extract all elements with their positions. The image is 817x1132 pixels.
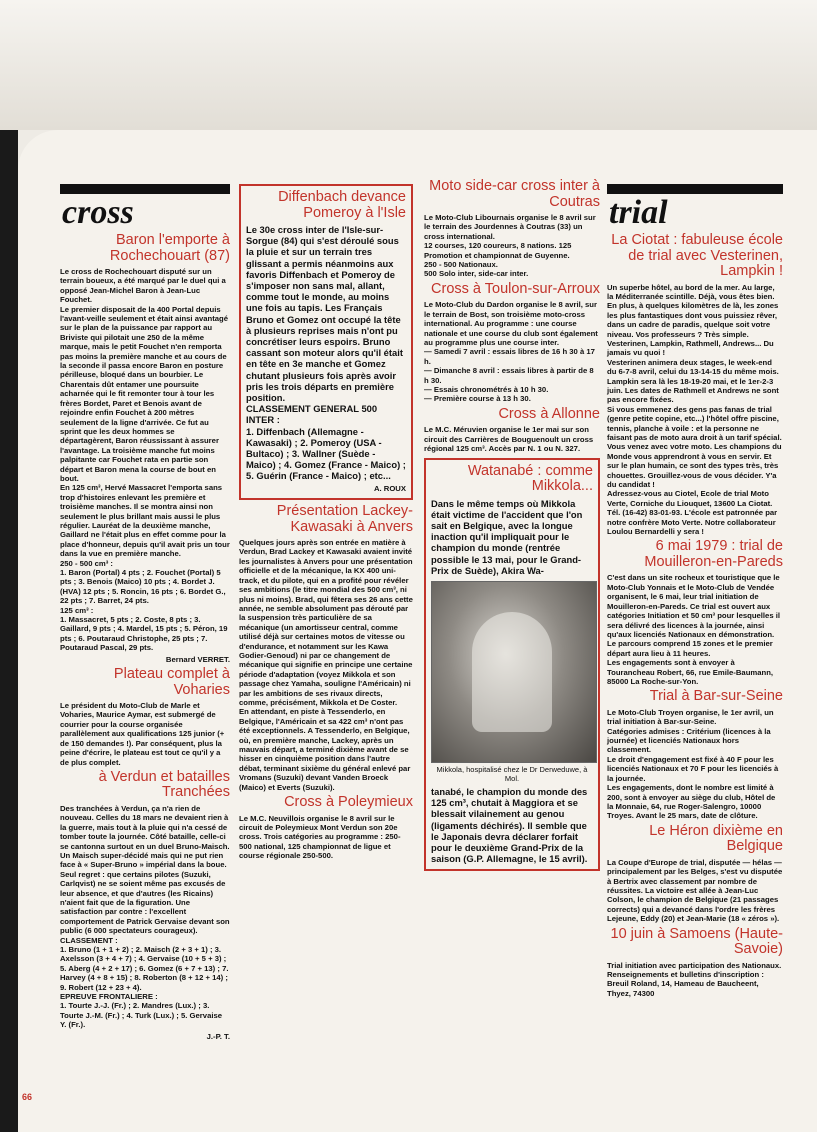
paragraph: Quelques jours après son entrée en matière à Verdun, Brad Lackey et Kawasaki avaient invité les journalistes à Anvers pour une présentation officielle et de la mécanique, la KX 400 uni-track, et du pilote, qui en a profité pour révéler ses ambitions (le titre mondial des 500 cm³, ni plus ni moins). Brad, qui fêtera ses 26 ans cette année, ne semble absolument pas dérouté par la suspension très particulière de sa mécanique (un amortisseur central, comme utilisé déjà sur certaines motos de vitesse ou d'endurance, et notamment sur les Kawa Godier-Genoud) ni par ce changement de mécanique qui signifie en principe une certaine période d'adaptation (voyez Mikkola et son passage chez Yamaha, souligne l'Américain) ni par les ambitions de ses rivaux directs, comme, précisément, Mikkola et De Coster. [239,538,413,707]
paragraph: 1. Bruno (1 + 1 + 2) ; 2. Maisch (2 + 3 + 1) ; 3. Axelsson (3 + 4 + 7) ; 4. Gervaise (10 + 5 + 3) ; 5. Aberg (4 + 2 + 17) ; 6. Gomez (6 + 7 + 13) ; 7. Harvey (4 + 8 + 15) ; 8. Roberton (8 + 12 + 14) ; 9. Robert (12 + 23 + 4). [60,945,229,992]
paragraph: CLASSEMENT : [60,935,118,945]
article-verdun [60,770,230,1041]
article-title: Baron l'emporte à Rochechouart (87) [109,232,230,264]
paragraph: 12 courses, 120 coureurs, 8 nations. 125 Promotion et championnat de Guyenne. [424,241,572,260]
article-title: Cross à Allonne [498,405,600,422]
paragraph: Si vous emmenez des gens pas fanas de trial (genre petite copine, etc...) l'hôtel offre piscine, tennis, planche à voile : et la personne ne faisant pas de moto aura droit à un tarif spécial. [607,404,782,442]
article-allonne [424,407,600,454]
paragraph: Le 30e cross inter de l'Isle-sur-Sorgue (84) qui s'est déroulé sous la pluie et sur un terrain tres glissant a permis néanmoins aux favoris Diffenbach et Pomeroy de s'imposer non sans mal, allant, comme tout le monde, au moins une fois au tapis. Les Français Bruno et Gomez ont occupé la tête à plusieurs reprises mais n'ont pu concrétiser leurs espoirs. Bruno cassant son moteur alors qu'il était en tête en 3e manche et Gomez chutant plusieurs fois après avoir pris les trois départs en première position. [246,224,403,404]
article-title: Trial à Bar-sur-Seine [649,688,783,705]
article-body [431,498,593,576]
article-title: Le Héron dixième en Belgique [649,822,783,855]
paragraph: 250 - 500 cm³ : [60,558,113,568]
paragraph: 1. Massacret, 5 pts ; 2. Coste, 8 pts ; 3. Gaillard, 9 pts ; 4. Mardel, 15 pts ; 5. Péron, 19 pts ; 6. Poutaraud Christophe, 25 pts ; 7. Poutaraud Pascal, 29 pts. [60,615,228,653]
paragraph: Le M.C. Méruvien organise le 1er mai sur son circuit des Carrières de Bouguenoult un cross régional 125 cm³. Accès par N. 1 ou N. 327. [424,425,594,454]
column-4 [607,184,783,998]
page-number: 66 [22,1092,33,1102]
signature: A. ROUX [373,483,406,493]
article-lackey [239,504,413,792]
article-title: Diffenbach devance Pomeroy à l'Isle [278,189,406,221]
article-rochechouart [60,233,230,664]
article-poleymieux [239,795,413,861]
article-body [246,224,406,482]
article-la-ciotat [607,233,783,536]
article-voharies [60,667,230,767]
article-toulon [424,282,600,404]
article-body [607,858,783,924]
article-mouilleron [607,539,783,686]
paragraph: EPREUVE FRONTALIERE : [60,992,158,1002]
paragraph: Le cross de Rochechouart disputé sur un terrain boueux, a été marqué par le duel qui a opposé Jean-Michel Baron à Jean-Luc Fouchet. [60,267,226,305]
binding-shadow [0,130,18,1132]
classement: 1. Diffenbach (Allemagne - Kawasaki) ; 2. Pomeroy (USA - Bultaco) ; 3. Wallner (Suède - Maico) ; 4. Gomez (France - Maico) ; 5. Guérin (France - Maico) ; etc... [246,425,406,482]
article-bar-sur-seine [607,689,783,820]
column-3 [424,176,600,871]
article-body [60,804,230,1030]
paragraph: Adressez-vous au Ciotel, Ecole de trial Moto Verte, Corniche du Liouquet, 13600 La Ciotat. Tél. (16-42) 83-01-93. L'école est patronnée par notre confrère Moto Verte. Notre collaborateur Loulou Bernardelli y sera ! [607,489,778,537]
paragraph: En plus, à quelques kilomètres de là, les zones les plus fantastiques dont vous puissiez rêver, dans un cadre de paradis, quelque soit votre niveau. Vos professeurs ? Très simple. Vesterinen, Lampkin, Rathmell, Andrews... Du jamais vu quoi ! [607,301,779,358]
paragraph: — Samedi 7 avril : essais libres de 16 h 30 à 17 h. [424,347,595,366]
article-body [424,425,600,453]
paragraph: Le droit d'engagement est fixé à 40 F pour les licenciés Nationaux et 70 F pour les licenciés à la journée. [607,754,779,783]
section-title-cross: cross [62,194,134,231]
paragraph: Le Moto-Club Troyen organise, le 1er avril, un trial initiation à Bar-sur-Seine. [607,707,774,727]
paragraph: 250 - 500 Nationaux. [424,260,498,270]
photo-caption: Mikkola, hospitalisé chez le Dr Derweduwe, à Mol. [436,764,588,783]
paragraph: Vous venez avec votre moto. Les champions du Monde vous apprendront à vous en servir. Et sur le plan humain, ce sont des types très, très chouettes. Grouillez-vous de vous décider. Y'a du candidat ! [607,442,782,490]
section-title-trial: trial [609,194,668,231]
paragraph: Dans le même temps où Mikkola était victime de l'accident que l'on sait en Belgique, avec la longue inaction qu'il impliquait pour le champion du monde (rentrée possible le 13 mai, pour le Grand-Prix de Suède), Akira Wa- [431,497,583,576]
photo-mikkola-hospital [431,581,597,763]
paragraph: tanabé, le champion du monde des 125 cm³, chutait à Maggiora et se blessait vilainement au genou (ligaments déchirés). Il semble que le Japonais devra déclarer forfait pour le deuxième Grand-Prix de la saison (G.P. Allemagne, le 15 avril). [431,785,588,865]
paragraph: Des tranchées à Verdun, ça n'a rien de nouveau. Celles du 18 mars ne devaient rien à la guerre, mais tout à la pluie qui n'a cessé de tomber toute la journée. Côté bataille, celle-ci se cantonna surtout en un duel Bruno-Maisch. Un Maisch super-décidé mais qui ne put rien face à « Super-Bruno » impérial dans la boue. Seul regret : que certains pilotes (Suzuki, Carlqvist) ne se soient même pas excusés de leur absence, et que d'autres (les Ricains) n'aient fait que de la figuration. Une satisfaction par contre : l'excellent comportement de Patrick Gervaise devant son public (6 000 spectateurs courageux). [60,803,230,936]
article-title: Cross à Toulon-sur-Arroux [431,280,600,297]
classement-title: CLASSEMENT GENERAL 500 INTER : [246,403,378,426]
article-body [60,701,230,767]
paragraph: Le premier disposait de la 400 Portal depuis l'avant-veille seulement et était ainsi avantagé sur le plan de la puissance par rapport au Briviste qui pilotait une 250 de la même marque, mais le petit Fouchet n'en remporta pas moins la première manche et au cours de la seconde il passa encore Baron en posture périlleuse, bloqué dans un bourbier. Le Charentais dût entamer une poursuite acharnée qui le fit remonter tour à tour les frères Bordet, Paret et Benois avant de rejoindre enfin Fouchet à 200 mètres seulement de la ligne d'arrivée. Ce fut au sprint que les deux hommes se départagèrent, Baron réussissant à assurer l'avantage. La troisième manche fut moins palpitante car Fouchet rata en partie son départ et Baron mena la course de bout en bout. [60,304,229,483]
article-title: Moto side-car cross inter à Coutras [429,178,600,210]
paragraph: En 125 cm³, Hervé Massacret l'emporta sans trop d'histoires enlevant les première et troisième manches. Il se montra ainsi non seulement le plus brillant mais aussi le plus régulier. Lauréat de la deuxième manche, Gaillard ne l'était plus en effet comme pour la place d'honneur, depuis qu'il avait pris un tour dans la vue en première manche. [60,483,230,559]
article-title: Watanabé : comme Mikkola... [467,462,593,495]
paragraph: 500 Solo inter, side-car inter. [424,269,529,279]
paragraph: 1. Baron (Portal) 4 pts ; 2. Fouchet (Portal) 5 pts ; 3. Benois (Maico) 10 pts ; 4. Bordet J. (HVA) 12 pts ; 5. Roncin, 16 pts ; 6. Bordet G., 22 pts ; 7. Barret, 24 pts. [60,568,226,606]
paragraph: 125 cm³ : [60,605,94,615]
paragraph: — Essais chronométrés à 10 h 30. [424,385,549,394]
boxed-article-diffenbach [239,184,413,500]
paragraph: Un superbe hôtel, au bord de la mer. Au large, la Méditerranée scintille. Déjà, vous êtes bien. [607,282,775,301]
article-body [424,300,600,403]
top-background [0,0,817,130]
column-2 [239,184,413,861]
article-title: La Ciotat : fabuleuse école de trial avec Vesterinen, Lampkin ! [611,232,783,279]
article-body [239,538,413,792]
paragraph: Catégories admises : Critérium (licences à la journée) et licenciés Nationaux hors classement. [607,726,771,755]
article-body [239,814,413,861]
paragraph: Trial initiation avec participation des Nationaux. Renseignements et bulletins d'inscription : Breuil Roland, 14, Hameau de Baucheent, Thyez, 74300 [607,960,782,998]
article-heron [607,824,783,924]
article-body-continued [431,786,593,864]
paragraph: La Coupe d'Europe de trial, disputée — hélas — principalement par les Belges, s'est vu disputée à Bertrix avec classement par nombre de réussites. La victoire est allée à Jean-Luc Colson, le champion de Belgique (21 passages corrects) qui a devancé dans l'ordre les frères Lejeune, Eddy (20) et Jean-Marie (18 « zéros »). [607,857,783,924]
section-bar [607,184,783,194]
article-body [607,283,783,537]
paragraph: Le Moto-Club du Dardon organise le 8 avril, sur le terrain de Bost, son troisième moto-cross international. Au programme : une course nationale et une course du club sont également au programme plus une course inter. [424,300,598,347]
paragraph: — Dimanche 8 avril : essais libres à partir de 8 h 30. [424,366,594,385]
paragraph: Vesterinen animera deux stages, le week-end du 6-7-8 avril, celui du 13-14-15 du même mois. Lampkin sera là les 18-19-20 mai, et le 1er-2-3 juin. Les dates de Rathmell et Andrews ne sont pas encore fixées. [607,357,779,405]
article-body [607,573,783,686]
paragraph: Le M.C. Neuvillois organise le 8 avril sur le circuit de Poleymieux Mont Verdun son 20e cross. Trois catégories au programme : 250-500 national, 125 championnat de ligue et course régionale 250-500. [239,813,401,861]
paragraph: En attendant, en piste à Tessenderlo, en Belgique, l'Américain et sa 422 cm³ n'ont pas été exceptionnels. A Tessenderlo, en Belgique, où, en première manche, Lackey, après un mauvais départ, a terminé dixième avant de se hisser en cinquième position dans l'autre débat, terminant sixième du général enlevé par Vromans (Suzuki) devant Vanden Broeck (Maico) et Everts (Suzuki). [239,707,411,792]
article-body [424,213,600,279]
paragraph: — Première course à 13 h 30. [424,394,531,404]
article-title: à Verdun et batailles Tranchées [98,768,230,801]
article-title: Plateau complet à Voharies [113,666,230,698]
article-coutras [424,179,600,279]
section-bar [60,184,230,194]
article-body [607,708,783,821]
column-1 [60,184,230,1041]
boxed-article-watanabe [424,458,600,872]
paragraph: Les engagements sont à envoyer à Tourancheau Robert, 66, rue Emile-Baumann, 85000 La Roche-sur-Yon. [607,658,774,686]
article-body [607,961,783,999]
paragraph: Les engagements, dont le nombre est limité à 200, sont à envoyer au siège du club, Hôtel de la Monnaie, 64, rue Roger-Salengro, 10000 Troyes. Avant le 25 mars, date de clôture. [607,783,776,821]
paragraph: 1. Tourte J.-J. (Fr.) ; 2. Mandres (Lux.) ; 3. Tourte J.-M. (Fr.) ; 4. Turk (Lux.) ; 5. Gervaise Y. (Fr.). [60,1001,223,1030]
paragraph: Le président du Moto-Club de Marle et Voharies, Maurice Aymar, est submergé de courrier pour la course organisée parallèlement aux qualifications 125 junior (+ de 150 demandes !). Par conséquent, plus la peine d'écrire, le plateau est tout ce qu'il y a de plus complet. [60,701,225,767]
article-title: Présentation Lackey-Kawasaki à Anvers [276,503,413,535]
signature: Bernard VERRET. [165,654,230,664]
article-samoens [607,927,783,999]
article-body [60,267,230,653]
paragraph: C'est dans un site rocheux et touristique que le Moto-Club Yonnais et le Moto-Club de Vendée organisent, le 6 mai, leur trial initiation de Mouilleron-en-Pareds. Ce trial est ouvert aux catégories Initiation et 50 cm³ pour lesquelles il sera délivré des licences à la journée, ainsi qu'aux licenciés Nationaux en démonstration. Le parcours comprend 15 zones et le premier départ aura lieu à 11 heures. [607,573,781,658]
article-title: 10 juin à Samoens (Haute-Savoie) [610,925,783,958]
paragraph: Le Moto-Club Libournais organise le 8 avril sur le terrain des Jourdennes à Coutras (33) un cross international. [424,213,596,241]
signature: J.-P. T. [206,1031,230,1041]
article-title: Cross à Poleymieux [284,794,413,811]
article-title: 6 mai 1979 : trial de Mouilleron-en-Pareds [644,538,783,570]
